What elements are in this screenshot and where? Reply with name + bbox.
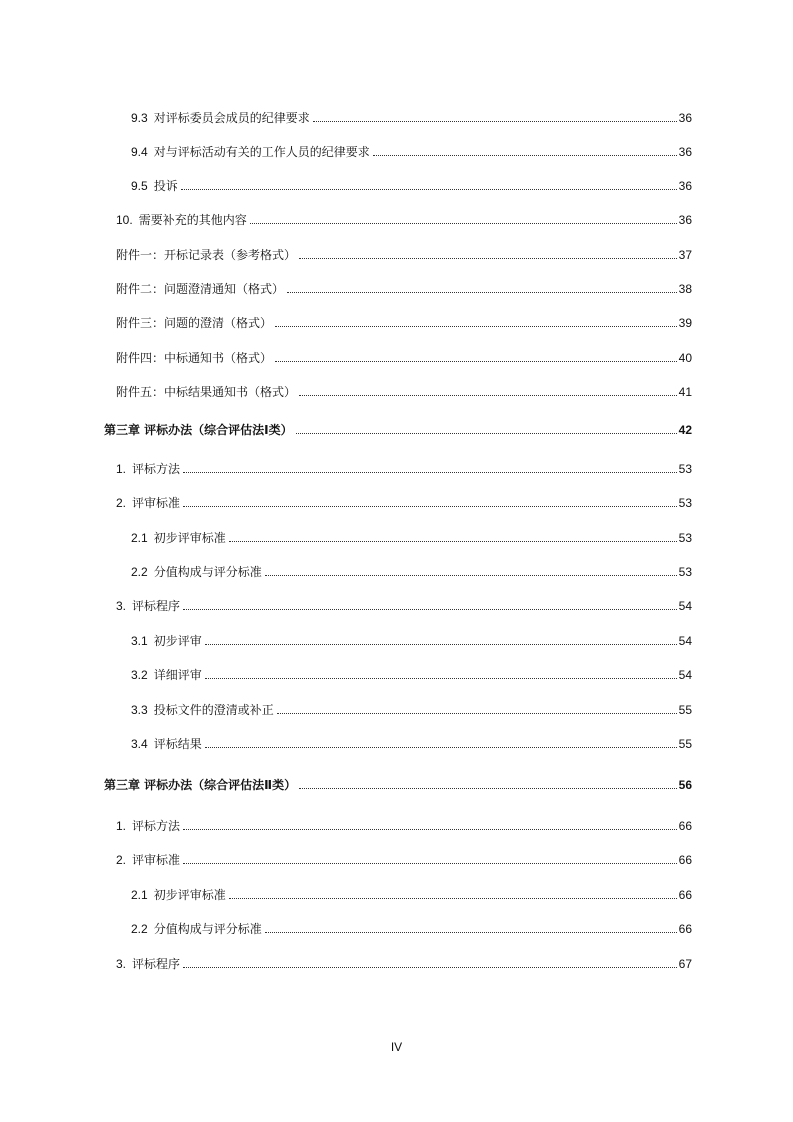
toc-entry-number: 3.2 (131, 668, 148, 682)
toc-entry-page: 53 (678, 496, 692, 510)
dot-leader (183, 472, 677, 473)
dot-leader (275, 361, 677, 362)
toc-entry[interactable] (116, 311, 692, 331)
toc-entry-label (116, 212, 247, 228)
toc-entry-page: 36 (678, 179, 692, 193)
toc-entry-label (116, 461, 180, 477)
toc-entry-number: 9.4 (131, 145, 148, 159)
toc-entry-label (131, 178, 178, 194)
toc-entry-label (116, 350, 272, 366)
toc-entry-page: 38 (678, 282, 692, 296)
toc-entry-page: 37 (678, 248, 692, 262)
toc-entry-label (131, 667, 202, 683)
toc-entry-title: 分值构成与评分标准 (153, 565, 262, 579)
toc-entry-title: 需要补充的其他内容 (138, 213, 247, 227)
toc-entry-label (116, 315, 272, 331)
toc-entry[interactable] (131, 883, 692, 903)
toc-entry-number: 3.1 (131, 634, 148, 648)
toc-entry[interactable] (116, 848, 692, 868)
toc-entry[interactable] (131, 526, 692, 546)
toc-entry-title: 附件五：中标结果通知书（格式） (116, 385, 297, 399)
toc-entry[interactable] (131, 663, 692, 683)
toc-entry-title: 分值构成与评分标准 (153, 922, 262, 936)
toc-entry-number: 2. (116, 853, 127, 867)
toc-entry-title: 对与评标活动有关的工作人员的纪律要求 (153, 145, 370, 159)
toc-entry-label (104, 777, 296, 793)
dot-leader (183, 506, 677, 507)
toc-entry[interactable] (131, 698, 692, 718)
toc-entry-page: 54 (678, 599, 692, 613)
toc-entry-title: 初步评审标准 (153, 531, 226, 545)
dot-leader (229, 898, 677, 899)
toc-entry-page: 66 (678, 922, 692, 936)
toc-entry[interactable] (131, 106, 692, 126)
toc-entry-number: 3. (116, 599, 127, 613)
toc-entry-number: 3.4 (131, 737, 148, 751)
toc-entry-label (131, 633, 202, 649)
dot-leader (181, 189, 677, 190)
toc-entry-number: 2.1 (131, 531, 148, 545)
toc-entry-title: 附件四：中标通知书（格式） (116, 351, 273, 365)
toc-entry-title: 评标方法 (132, 462, 181, 476)
dot-leader (183, 863, 677, 864)
toc-entry-label (131, 921, 262, 937)
toc-entry-number: 3. (116, 957, 127, 971)
toc-entry-label (131, 736, 202, 752)
toc-entry[interactable] (116, 457, 692, 477)
dot-leader (183, 829, 677, 830)
toc-entry-title: 附件一：开标记录表（参考格式） (116, 248, 297, 262)
dot-leader (373, 155, 677, 156)
dot-leader (183, 609, 677, 610)
toc-entry-title: 初步评审标准 (153, 888, 226, 902)
toc-entry-label (116, 281, 284, 297)
toc-entry-title: 投标文件的澄清或补正 (153, 703, 274, 717)
toc-entry-title: 附件三：问题的澄清（格式） (116, 316, 273, 330)
toc-entry-page: 56 (678, 778, 692, 792)
toc-entry-page: 54 (678, 634, 692, 648)
toc-entry-label (131, 702, 274, 718)
toc-entry-number: 1. (116, 462, 127, 476)
toc-entry[interactable] (116, 814, 692, 834)
toc-entry-title: 评标结果 (153, 737, 202, 751)
toc-entry-label (116, 495, 180, 511)
toc-entry[interactable] (116, 594, 692, 614)
toc-entry[interactable] (116, 346, 692, 366)
toc-entry-title: 对评标委员会成员的纪律要求 (153, 111, 310, 125)
toc-entry[interactable] (116, 208, 692, 228)
toc-entry[interactable] (131, 629, 692, 649)
toc-entry-number: 2. (116, 496, 127, 510)
toc-entry-label (116, 956, 180, 972)
toc-entry-label (116, 598, 180, 614)
toc-entry-label (131, 530, 226, 546)
toc-entry-title: 详细评审 (153, 668, 202, 682)
toc-entry-title: 评标程序 (132, 599, 181, 613)
toc-entry-page: 66 (678, 888, 692, 902)
dot-leader (299, 258, 677, 259)
dot-leader (296, 433, 677, 434)
toc-entry-page: 53 (678, 462, 692, 476)
dot-leader (250, 223, 677, 224)
dot-leader (265, 575, 677, 576)
toc-entry-label (116, 247, 296, 263)
dot-leader (275, 326, 677, 327)
dot-leader (299, 395, 677, 396)
toc-entry-title: 评标程序 (132, 957, 181, 971)
dot-leader (299, 788, 677, 789)
toc-entry[interactable] (116, 380, 692, 400)
toc-entry[interactable] (116, 952, 692, 972)
toc-entry-title: 投诉 (153, 179, 178, 193)
dot-leader (205, 678, 677, 679)
toc-entry-page: 40 (678, 351, 692, 365)
toc-entry-page: 36 (678, 213, 692, 227)
toc-entry[interactable] (131, 174, 692, 194)
toc-entry-title: 第三章 评标办法（综合评估法Ⅱ类） (104, 778, 297, 792)
toc-entry-page: 36 (678, 111, 692, 125)
toc-entry-number: 2.2 (131, 922, 148, 936)
dot-leader (287, 292, 677, 293)
toc-entry-label (131, 887, 226, 903)
toc-entry-page: 67 (678, 957, 692, 971)
toc-entry[interactable] (116, 243, 692, 263)
toc-entry-number: 1. (116, 819, 127, 833)
dot-leader (205, 747, 677, 748)
toc-entry[interactable] (131, 560, 692, 580)
toc-entry-label (131, 110, 310, 126)
toc-entry-page: 66 (678, 819, 692, 833)
toc-entry-number: 3.3 (131, 703, 148, 717)
dot-leader (277, 713, 677, 714)
toc-entry-title: 评标方法 (132, 819, 181, 833)
toc-entry-page: 42 (678, 423, 692, 437)
toc-entry-label (116, 384, 296, 400)
page-number: IV (390, 1040, 403, 1054)
dot-leader (229, 541, 677, 542)
toc-entry-title: 评审标准 (132, 853, 181, 867)
toc-entry-page: 66 (678, 853, 692, 867)
toc-entry-number: 10. (116, 213, 133, 227)
toc-entry-label (116, 818, 180, 834)
toc-entry[interactable] (116, 277, 692, 297)
toc-entry[interactable] (131, 917, 692, 937)
toc-entry[interactable] (131, 732, 692, 752)
toc-entry-page: 39 (678, 316, 692, 330)
toc-entry-page: 53 (678, 531, 692, 545)
dot-leader (205, 644, 677, 645)
dot-leader (183, 967, 677, 968)
toc-entry-number: 2.1 (131, 888, 148, 902)
toc-entry-title: 评审标准 (132, 496, 181, 510)
dot-leader (265, 932, 677, 933)
toc-entry-page: 55 (678, 703, 692, 717)
dot-leader (313, 121, 677, 122)
toc-entry-title: 第三章 评标办法（综合评估法Ⅰ类） (104, 423, 293, 437)
toc-entry-label (116, 852, 180, 868)
toc-entry-title: 初步评审 (153, 634, 202, 648)
toc-entry-page: 36 (678, 145, 692, 159)
toc-entry-label (131, 144, 370, 160)
toc-entry-number: 9.3 (131, 111, 148, 125)
toc-entry-number: 9.5 (131, 179, 148, 193)
toc-chapter-entry[interactable] (104, 418, 692, 438)
toc-entry-label (131, 564, 262, 580)
toc-chapter-entry[interactable] (104, 773, 692, 793)
toc-entry-page: 41 (678, 385, 692, 399)
toc-entry-page: 54 (678, 668, 692, 682)
toc-entry-page: 53 (678, 565, 692, 579)
toc-entry[interactable] (131, 140, 692, 160)
toc-entry-title: 附件二：问题澄清通知（格式） (116, 282, 285, 296)
toc-entry-number: 2.2 (131, 565, 148, 579)
toc-entry-label (104, 422, 293, 438)
toc-entry-page: 55 (678, 737, 692, 751)
toc-entry[interactable] (116, 491, 692, 511)
